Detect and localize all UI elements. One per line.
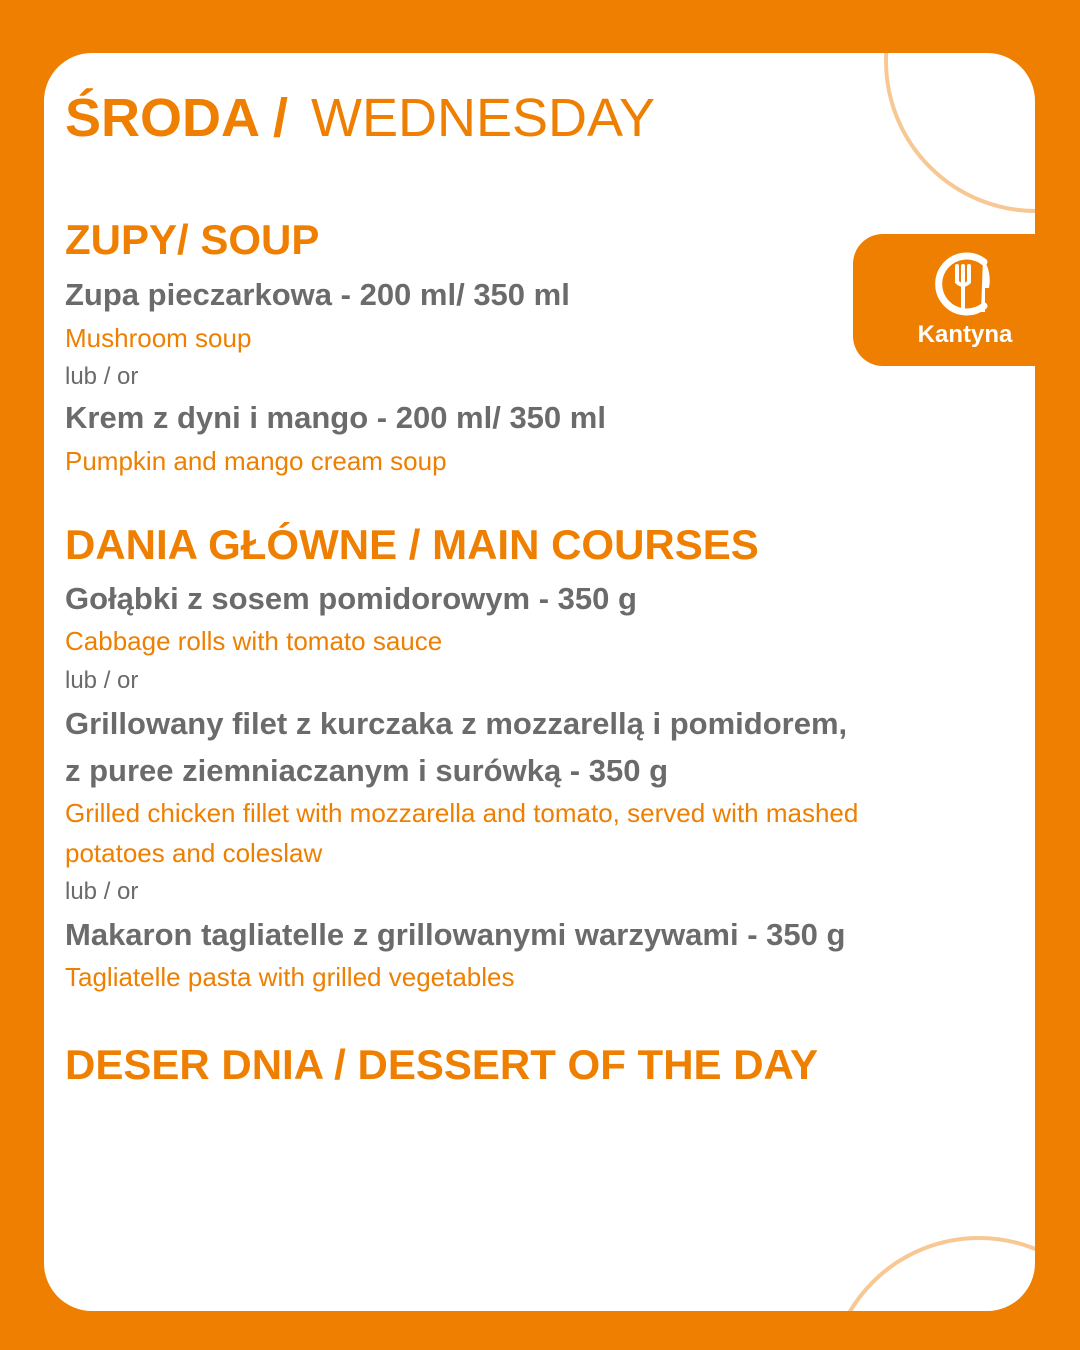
day-name-en: WEDNESDAY (311, 88, 656, 148)
dish-name-pl: z puree ziemniaczanym i surówką - 350 g (65, 753, 669, 788)
dish-name-en: Tagliatelle pasta with grilled vegetables (65, 962, 515, 992)
dish-name-pl: Grillowany filet z kurczaka z mozzarellą i pomidorem, (65, 706, 848, 741)
dish-name-en: Grilled chicken fillet with mozzarella and tomato, served with mashed (65, 798, 859, 828)
dish-name-en: potatoes and coleslaw (65, 838, 323, 868)
fork-knife-icon (928, 248, 1002, 320)
dish-name-pl: Krem z dyni i mango - 200 ml/ 350 ml (65, 400, 606, 435)
dish-name-en: Cabbage rolls with tomato sauce (65, 626, 443, 656)
dish-name-en: Mushroom soup (65, 323, 252, 353)
dish-name-pl: Zupa pieczarkowa - 200 ml/ 350 ml (65, 277, 570, 312)
section-heading-dessert: DESER DNIA / DESSERT OF THE DAY (65, 1041, 819, 1088)
dish-name-pl: Makaron tagliatelle z grillowanymi warzywami - 350 g (65, 917, 846, 952)
section-heading-soup: ZUPY/ SOUP (65, 216, 320, 263)
bottom-right-arc (829, 1238, 1035, 1311)
kantyna-logo (853, 234, 1053, 366)
or-separator: lub / or (65, 363, 139, 390)
section-heading-main-courses: DANIA GŁÓWNE / MAIN COURSES (65, 521, 759, 568)
logo-label: Kantyna (917, 321, 1013, 348)
dish-name-en: Pumpkin and mango cream soup (65, 446, 447, 476)
or-separator: lub / or (65, 667, 139, 694)
top-right-arc (886, 53, 1035, 211)
day-name-pl: ŚRODA / (65, 88, 289, 148)
dish-name-pl: Gołąbki z sosem pomidorowym - 350 g (65, 581, 637, 616)
or-separator: lub / or (65, 878, 139, 905)
page-title (65, 87, 655, 149)
